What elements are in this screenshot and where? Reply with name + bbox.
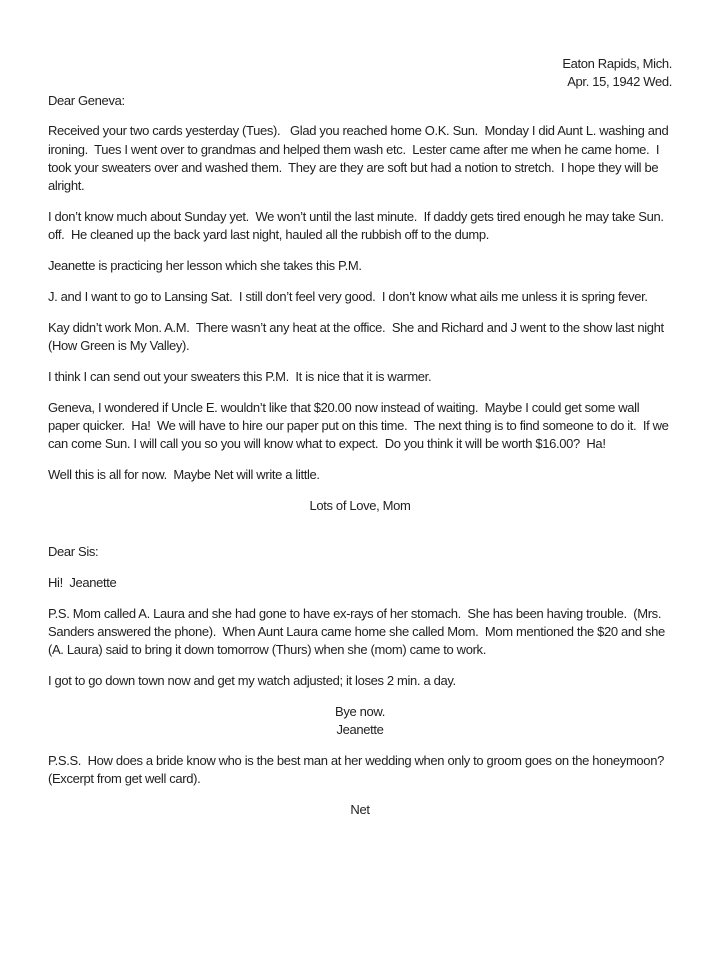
pss-paragraph: P.S.S. How does a bride know who is the best man at her wedding when only to groom goes on the honeymoon? (Excerpt from get well card). — [48, 753, 671, 787]
body-paragraph-4: J. and I want to go to Lansing Sat. I still don’t feel very good. I don’t know what ails me unless it is spring fever. — [48, 288, 648, 304]
closing-line-jeanette: Jeanette — [336, 722, 384, 738]
heading-date: Apr. 15, 1942 Wed. — [567, 74, 672, 90]
letter-heading — [48, 55, 672, 92]
body-paragraph-1: Received your two cards yesterday (Tues). Glad you reached home O.K. Sun. Monday I did Aunt L. washing and ironing. Tues I went over to grandmas and helped them wash etc. Lester came after me when he came home. I took your sweaters over and washed them. They are they are soft but had a notion to stretch. I hope they will be alright. — [48, 123, 672, 194]
closing-jeanette-block — [48, 703, 672, 740]
body-paragraph-8: Well this is all for now. Maybe Net will write a little. — [48, 467, 320, 483]
closing-mom: Lots of Love, Mom — [309, 497, 411, 513]
salutation-sis: Dear Sis: — [48, 544, 99, 560]
ps-paragraph-1: P.S. Mom called A. Laura and she had gone to have ex-rays of her stomach. She has been having trouble. (Mrs. Sanders answered the phone). When Aunt Laura came home she called Mom. Mom mentioned the $20 and she (A. Laura) said to bring it down tomorrow (Thurs) when she (mom) came to work. — [48, 605, 669, 658]
salutation-geneva: Dear Geneva: — [48, 92, 125, 108]
body-paragraph-7: Geneva, I wondered if Uncle E. wouldn’t like that $20.00 now instead of waiting. Maybe I could get some wall paper quicker. Ha! We will have to hire our paper put on this time. The next thing is to find someone to do it. If we can come Sun. I will call you so you will know what to expect. Do you think it will be worth $16.00? Ha! — [48, 399, 672, 452]
signature-net: Net — [350, 802, 370, 818]
body-paragraph-3: Jeanette is practicing her lesson which she takes this P.M. — [48, 258, 362, 274]
body-paragraph-5: Kay didn’t work Mon. A.M. There wasn’t any heat at the office. She and Richard and J went to the show last night (How Green is My Valley). — [48, 319, 668, 354]
greeting-line: Hi! Jeanette — [48, 574, 117, 590]
body-paragraph-2: I don’t know much about Sunday yet. We won’t until the last minute. If daddy gets tired enough he may take Sun. off. He cleaned up the back yard last night, hauled all the rubbish off to the dump. — [48, 209, 667, 243]
closing-line-bye: Bye now. — [335, 703, 385, 719]
ps-paragraph-2: I got to go down town now and get my watch adjusted; it loses 2 min. a day. — [48, 673, 456, 689]
heading-location: Eaton Rapids, Mich. — [562, 56, 672, 71]
body-paragraph-6: I think I can send out your sweaters this P.M. It is nice that it is warmer. — [48, 368, 432, 384]
